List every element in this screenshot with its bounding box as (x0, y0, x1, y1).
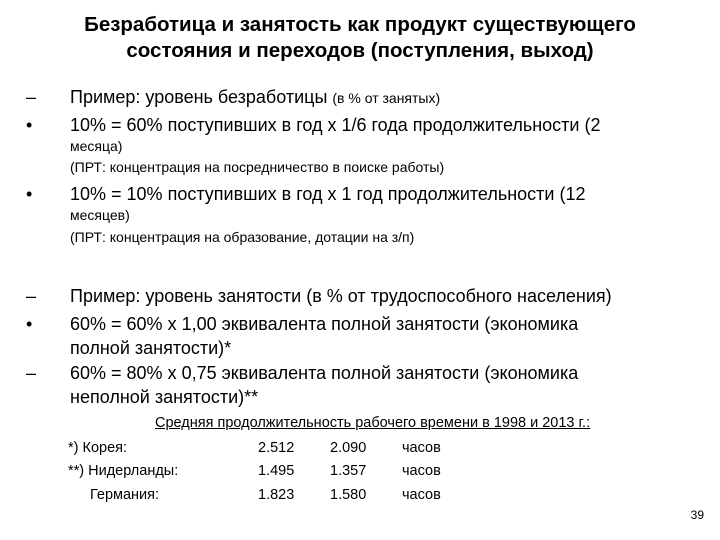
item-text: 10% = 10% поступивших в год х 1 год продолжительности (70, 184, 560, 204)
value-1998: 2.512 (258, 440, 295, 456)
row-label: *) Корея: (68, 440, 128, 456)
list-item: Пример: уровень занятости (в % от трудоспособного населения) (70, 286, 612, 306)
item-continuation: неполной занятости)** (70, 387, 259, 407)
dash-marker: – (26, 286, 37, 306)
list-item: 60% = 60% х 1,00 эквивалента полной занятости (экономика (70, 314, 579, 334)
bullet-marker: • (26, 115, 33, 135)
bullet-marker: • (26, 184, 33, 204)
list-item (70, 86, 440, 108)
item-text: Пример: уровень безработицы (70, 87, 333, 107)
slide-title (20, 12, 700, 64)
row-label: **) Нидерланды: (68, 463, 179, 479)
item-continuation: полной занятости)* (70, 338, 232, 358)
item-note: (2 (584, 115, 601, 135)
list-item (70, 114, 601, 136)
unit-label: часов (402, 487, 441, 503)
value-2013: 1.357 (330, 463, 367, 479)
item-note: (12 (559, 184, 586, 204)
unit-label: часов (402, 440, 441, 456)
unit-label: часов (402, 463, 441, 479)
item-continuation: месяцев) (70, 207, 130, 223)
title-line-2: состояния и переходов (поступления, выход) (126, 39, 594, 62)
value-1998: 1.823 (258, 487, 295, 503)
item-continuation: месяца) (70, 138, 123, 154)
table-heading: Средняя продолжительность рабочего времени в 1998 и 2013 г.: (155, 415, 591, 431)
value-2013: 1.580 (330, 487, 367, 503)
item-note-line: (ПРТ: концентрация на посредничество в поиске работы) (70, 159, 445, 175)
list-item: 60% = 80% х 0,75 эквивалента полной занятости (экономика (70, 363, 579, 383)
value-1998: 1.495 (258, 463, 295, 479)
bullet-marker: • (26, 314, 33, 334)
dash-marker: – (26, 363, 37, 383)
item-note: (в % от занятых) (332, 90, 441, 106)
dash-marker: – (26, 87, 37, 107)
item-note-line: (ПРТ: концентрация на образование, дотации на з/п) (70, 229, 415, 245)
page-number: 39 (690, 508, 704, 522)
row-label: Германия: (90, 487, 160, 503)
list-item (70, 183, 585, 205)
item-text: 10% = 60% поступивших в год х 1/6 года продолжительности (70, 115, 585, 135)
value-2013: 2.090 (330, 440, 367, 456)
title-line-1: Безработица и занятость как продукт существующего (84, 13, 636, 36)
